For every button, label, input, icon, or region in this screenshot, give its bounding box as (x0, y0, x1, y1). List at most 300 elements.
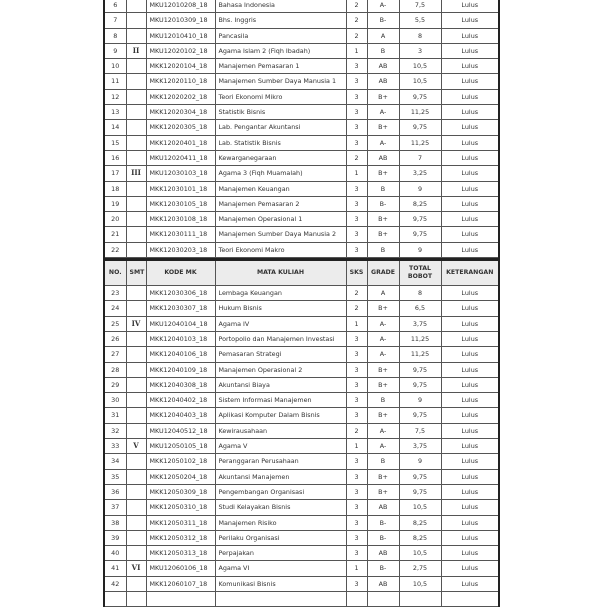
row-grade: A- (367, 347, 399, 362)
row-sks: 2 (346, 150, 367, 165)
row-grade: A (367, 286, 399, 301)
row-sks: 1 (346, 43, 367, 58)
row-keterangan: Lulus (441, 120, 499, 135)
row-semester: IV (126, 316, 146, 331)
row-total-bobot: 9,75 (399, 212, 441, 227)
row-total-bobot: 5,5 (399, 13, 441, 28)
row-total-bobot: 3,75 (399, 316, 441, 331)
row-mata-kuliah: Pemasaran Strategi (215, 347, 346, 362)
row-grade: B- (367, 13, 399, 28)
table-row (104, 377, 499, 392)
header-smt: SMT (126, 260, 146, 286)
row-grade: B- (367, 561, 399, 576)
row-kode-mk: MKU12020411_18 (146, 150, 215, 165)
row-sks: 3 (346, 242, 367, 257)
row-no: 14 (104, 120, 126, 135)
row-grade: B (367, 242, 399, 257)
row-no: 34 (104, 454, 126, 469)
row-sks: 3 (346, 59, 367, 74)
row-keterangan: Lulus (441, 196, 499, 211)
row-total-bobot: 6,5 (399, 301, 441, 316)
transcript-table-bottom (103, 258, 500, 607)
row-no: 41 (104, 561, 126, 576)
row-mata-kuliah: Sistem Informasi Manajemen (215, 393, 346, 408)
row-grade: B- (367, 515, 399, 530)
table-row (104, 454, 499, 469)
row-keterangan: Lulus (441, 135, 499, 150)
row-kode-mk: MKK12030203_18 (146, 242, 215, 257)
row-semester (126, 515, 146, 530)
row-grade: B (367, 393, 399, 408)
row-keterangan: Lulus (441, 59, 499, 74)
row-semester: III (126, 166, 146, 181)
row-semester (126, 500, 146, 515)
transcript-table-top (103, 0, 500, 258)
row-keterangan: Lulus (441, 423, 499, 438)
row-keterangan: Lulus (441, 393, 499, 408)
row-grade: B (367, 43, 399, 58)
row-keterangan: Lulus (441, 13, 499, 28)
transcript-rows-bottom (104, 286, 499, 607)
row-semester (126, 591, 146, 606)
row-semester (126, 454, 146, 469)
transcript-page (103, 0, 498, 607)
row-mata-kuliah: Peranggaran Perusahaan (215, 454, 346, 469)
row-total-bobot: 10,5 (399, 74, 441, 89)
row-total-bobot: 9,75 (399, 408, 441, 423)
row-grade: B+ (367, 120, 399, 135)
row-total-bobot: 2,75 (399, 561, 441, 576)
row-total-bobot: 8,25 (399, 530, 441, 545)
row-no: 35 (104, 469, 126, 484)
row-sks: 3 (346, 135, 367, 150)
row-grade: B+ (367, 469, 399, 484)
row-mata-kuliah: Akuntansi Biaya (215, 377, 346, 392)
table-row (104, 515, 499, 530)
row-sks: 3 (346, 546, 367, 561)
row-total-bobot: 9,75 (399, 377, 441, 392)
row-total-bobot: 9 (399, 181, 441, 196)
row-grade (367, 591, 399, 606)
row-total-bobot: 9 (399, 454, 441, 469)
row-keterangan (441, 591, 499, 606)
row-sks: 3 (346, 196, 367, 211)
row-kode-mk: MKK12030101_18 (146, 181, 215, 196)
row-total-bobot: 9,75 (399, 120, 441, 135)
table-row (104, 150, 499, 165)
row-keterangan: Lulus (441, 408, 499, 423)
row-sks: 2 (346, 286, 367, 301)
row-keterangan: Lulus (441, 227, 499, 242)
table-row (104, 301, 499, 316)
row-grade: AB (367, 576, 399, 591)
row-grade: A- (367, 423, 399, 438)
row-mata-kuliah: Kewirausahaan (215, 423, 346, 438)
table-row (104, 135, 499, 150)
row-mata-kuliah: Manajemen Keuangan (215, 181, 346, 196)
row-keterangan: Lulus (441, 242, 499, 257)
row-total-bobot: 11,25 (399, 331, 441, 346)
row-sks: 3 (346, 454, 367, 469)
row-grade: B- (367, 196, 399, 211)
row-sks: 3 (346, 331, 367, 346)
row-no: 26 (104, 331, 126, 346)
row-sks (346, 591, 367, 606)
row-sks: 2 (346, 301, 367, 316)
row-kode-mk: MKK12040402_18 (146, 393, 215, 408)
row-sks: 3 (346, 362, 367, 377)
row-no: 23 (104, 286, 126, 301)
row-mata-kuliah: Aplikasi Komputer Dalam Bisnis (215, 408, 346, 423)
row-mata-kuliah: Teori Ekonomi Makro (215, 242, 346, 257)
row-semester (126, 13, 146, 28)
row-sks: 3 (346, 469, 367, 484)
table-row (104, 181, 499, 196)
row-kode-mk: MKU12040104_18 (146, 316, 215, 331)
table-row (104, 74, 499, 89)
row-semester (126, 89, 146, 104)
row-grade: A (367, 28, 399, 43)
row-semester (126, 393, 146, 408)
row-keterangan: Lulus (441, 546, 499, 561)
table-row (104, 0, 499, 13)
row-no: 12 (104, 89, 126, 104)
row-keterangan: Lulus (441, 454, 499, 469)
row-keterangan: Lulus (441, 286, 499, 301)
row-mata-kuliah: Statistik Bisnis (215, 105, 346, 120)
row-mata-kuliah: Portopolio dan Manajemen Investasi (215, 331, 346, 346)
row-no: 40 (104, 546, 126, 561)
table-row (104, 576, 499, 591)
transcript-rows-top (104, 0, 499, 258)
row-grade: AB (367, 74, 399, 89)
row-kode-mk: MKK12020202_18 (146, 89, 215, 104)
row-kode-mk: MKK12050309_18 (146, 484, 215, 499)
table-row (104, 316, 499, 331)
table-row (104, 212, 499, 227)
row-kode-mk: MKK12020304_18 (146, 105, 215, 120)
row-kode-mk: MKK12020110_18 (146, 74, 215, 89)
row-grade: AB (367, 150, 399, 165)
row-no: 9 (104, 43, 126, 58)
row-kode-mk: MKK12020104_18 (146, 59, 215, 74)
row-no: 16 (104, 150, 126, 165)
row-no: 7 (104, 13, 126, 28)
row-kode-mk: MKK12030307_18 (146, 301, 215, 316)
row-keterangan: Lulus (441, 316, 499, 331)
row-total-bobot: 7 (399, 150, 441, 165)
row-grade: A- (367, 316, 399, 331)
row-mata-kuliah: Manajemen Sumber Daya Manusia 1 (215, 74, 346, 89)
row-mata-kuliah: Pengembangan Organisasi (215, 484, 346, 499)
row-no: 8 (104, 28, 126, 43)
row-semester (126, 286, 146, 301)
table-row (104, 484, 499, 499)
header-no: NO. (104, 260, 126, 286)
row-mata-kuliah: Studi Kelayakan Bisnis (215, 500, 346, 515)
row-grade: B+ (367, 166, 399, 181)
row-semester (126, 484, 146, 499)
row-grade: A- (367, 0, 399, 13)
table-row (104, 546, 499, 561)
row-semester (126, 377, 146, 392)
row-total-bobot: 9,75 (399, 484, 441, 499)
row-kode-mk: MKK12050102_18 (146, 454, 215, 469)
table-row (104, 331, 499, 346)
row-keterangan: Lulus (441, 561, 499, 576)
table-row (104, 120, 499, 135)
row-no: 17 (104, 166, 126, 181)
row-kode-mk: MKK12030306_18 (146, 286, 215, 301)
row-sks: 3 (346, 484, 367, 499)
row-keterangan: Lulus (441, 74, 499, 89)
row-mata-kuliah: Manajemen Operasional 1 (215, 212, 346, 227)
row-sks: 3 (346, 408, 367, 423)
row-total-bobot: 10,5 (399, 500, 441, 515)
row-sks: 3 (346, 120, 367, 135)
table-row (104, 59, 499, 74)
row-keterangan: Lulus (441, 43, 499, 58)
row-kode-mk: MKK12040109_18 (146, 362, 215, 377)
row-mata-kuliah: Hukum Bisnis (215, 301, 346, 316)
row-semester (126, 196, 146, 211)
row-sks: 3 (346, 515, 367, 530)
row-mata-kuliah: Lab. Statistik Bisnis (215, 135, 346, 150)
row-sks: 3 (346, 576, 367, 591)
row-sks: 1 (346, 166, 367, 181)
row-no: 22 (104, 242, 126, 257)
row-keterangan: Lulus (441, 377, 499, 392)
row-no: 15 (104, 135, 126, 150)
row-keterangan: Lulus (441, 212, 499, 227)
row-no (104, 591, 126, 606)
row-mata-kuliah (215, 591, 346, 606)
row-kode-mk: MKK12050311_18 (146, 515, 215, 530)
row-kode-mk: MKK12040308_18 (146, 377, 215, 392)
row-kode-mk: MKK12050313_18 (146, 546, 215, 561)
row-grade: A- (367, 439, 399, 454)
row-grade: AB (367, 59, 399, 74)
row-no: 28 (104, 362, 126, 377)
row-total-bobot: 3 (399, 43, 441, 58)
row-kode-mk: MKK12050204_18 (146, 469, 215, 484)
row-kode-mk: MKK12020401_18 (146, 135, 215, 150)
row-keterangan: Lulus (441, 181, 499, 196)
row-sks: 2 (346, 13, 367, 28)
table-row (104, 439, 499, 454)
row-no: 27 (104, 347, 126, 362)
table-row (104, 423, 499, 438)
row-keterangan: Lulus (441, 439, 499, 454)
row-no: 20 (104, 212, 126, 227)
row-keterangan: Lulus (441, 362, 499, 377)
header-grade: GRADE (367, 260, 399, 286)
row-kode-mk: MKK12020305_18 (146, 120, 215, 135)
row-mata-kuliah: Pancasila (215, 28, 346, 43)
row-no: 13 (104, 105, 126, 120)
row-grade: B+ (367, 408, 399, 423)
row-semester (126, 105, 146, 120)
row-keterangan: Lulus (441, 0, 499, 13)
row-mata-kuliah: Akuntansi Manajemen (215, 469, 346, 484)
table-row (104, 13, 499, 28)
row-mata-kuliah: Manajemen Pemasaran 2 (215, 196, 346, 211)
row-kode-mk: MKK12060107_18 (146, 576, 215, 591)
row-mata-kuliah: Agama IV (215, 316, 346, 331)
row-mata-kuliah: Manajemen Pemasaran 1 (215, 59, 346, 74)
table-row (104, 89, 499, 104)
row-sks: 3 (346, 393, 367, 408)
row-keterangan: Lulus (441, 28, 499, 43)
row-kode-mk: MKU12010410_18 (146, 28, 215, 43)
row-keterangan: Lulus (441, 301, 499, 316)
row-total-bobot: 9,75 (399, 362, 441, 377)
row-no: 37 (104, 500, 126, 515)
row-kode-mk: MKU12030103_18 (146, 166, 215, 181)
row-semester (126, 150, 146, 165)
row-grade: B+ (367, 484, 399, 499)
table-row (104, 227, 499, 242)
row-semester (126, 74, 146, 89)
row-no: 18 (104, 181, 126, 196)
row-mata-kuliah: Manajemen Sumber Daya Manusia 2 (215, 227, 346, 242)
row-mata-kuliah: Agama 3 (Fiqh Muamalah) (215, 166, 346, 181)
row-semester (126, 0, 146, 13)
row-total-bobot: 11,25 (399, 347, 441, 362)
row-semester: V (126, 439, 146, 454)
row-sks: 3 (346, 89, 367, 104)
row-semester (126, 546, 146, 561)
row-semester (126, 227, 146, 242)
row-total-bobot: 9,75 (399, 227, 441, 242)
header-total-bobot: TOTAL BOBOT (399, 260, 441, 286)
row-semester: VI (126, 561, 146, 576)
row-keterangan: Lulus (441, 105, 499, 120)
row-grade: B (367, 181, 399, 196)
table-row (104, 469, 499, 484)
row-mata-kuliah: Teori Ekonomi Mikro (215, 89, 346, 104)
row-mata-kuliah: Komunikasi Bisnis (215, 576, 346, 591)
row-no: 42 (104, 576, 126, 591)
row-total-bobot: 7,5 (399, 423, 441, 438)
row-keterangan: Lulus (441, 150, 499, 165)
row-sks: 3 (346, 500, 367, 515)
row-total-bobot: 8 (399, 28, 441, 43)
table-row (104, 408, 499, 423)
row-semester (126, 120, 146, 135)
row-semester (126, 362, 146, 377)
row-semester (126, 135, 146, 150)
table-row (104, 28, 499, 43)
row-no: 32 (104, 423, 126, 438)
row-mata-kuliah: Manajemen Risiko (215, 515, 346, 530)
row-grade: B- (367, 530, 399, 545)
row-keterangan: Lulus (441, 89, 499, 104)
row-mata-kuliah: Agama V (215, 439, 346, 454)
row-kode-mk: MKK12050310_18 (146, 500, 215, 515)
row-grade: A- (367, 331, 399, 346)
row-no: 19 (104, 196, 126, 211)
table-row (104, 347, 499, 362)
row-grade: B+ (367, 377, 399, 392)
row-semester (126, 576, 146, 591)
header-sks: SKS (346, 260, 367, 286)
row-semester (126, 331, 146, 346)
row-total-bobot: 9 (399, 393, 441, 408)
row-mata-kuliah: Perilaku Organisasi (215, 530, 346, 545)
row-kode-mk: MKU12040512_18 (146, 423, 215, 438)
row-kode-mk (146, 591, 215, 606)
table-row (104, 286, 499, 301)
row-kode-mk: MKK12050312_18 (146, 530, 215, 545)
row-no: 36 (104, 484, 126, 499)
row-no: 24 (104, 301, 126, 316)
row-sks: 3 (346, 74, 367, 89)
row-kode-mk: MKK12040403_18 (146, 408, 215, 423)
row-no: 31 (104, 408, 126, 423)
row-total-bobot: 10,5 (399, 546, 441, 561)
row-kode-mk: MKK12040103_18 (146, 331, 215, 346)
table-row (104, 500, 499, 515)
row-mata-kuliah: Bahasa Indonesia (215, 0, 346, 13)
row-total-bobot: 9,75 (399, 469, 441, 484)
table-header-row (104, 260, 499, 286)
row-no: 39 (104, 530, 126, 545)
row-no: 33 (104, 439, 126, 454)
row-semester (126, 181, 146, 196)
row-sks: 2 (346, 0, 367, 13)
row-no: 11 (104, 74, 126, 89)
row-no: 6 (104, 0, 126, 13)
header-mata-kuliah: MATA KULIAH (215, 260, 346, 286)
row-total-bobot: 8 (399, 286, 441, 301)
table-row (104, 166, 499, 181)
row-grade: AB (367, 500, 399, 515)
row-kode-mk: MKU12020102_18 (146, 43, 215, 58)
row-keterangan: Lulus (441, 515, 499, 530)
row-semester (126, 530, 146, 545)
row-mata-kuliah: Bhs. Inggris (215, 13, 346, 28)
row-keterangan: Lulus (441, 530, 499, 545)
row-kode-mk: MKU12050105_18 (146, 439, 215, 454)
row-mata-kuliah: Lab. Pengantar Akuntansi (215, 120, 346, 135)
table-row (104, 105, 499, 120)
header-kode-mk: KODE MK (146, 260, 215, 286)
row-total-bobot: 11,25 (399, 105, 441, 120)
row-keterangan: Lulus (441, 500, 499, 515)
row-keterangan: Lulus (441, 347, 499, 362)
row-keterangan: Lulus (441, 331, 499, 346)
row-kode-mk: MKU12010208_18 (146, 0, 215, 13)
row-grade: B+ (367, 362, 399, 377)
row-grade: B+ (367, 89, 399, 104)
row-no: 29 (104, 377, 126, 392)
row-sks: 3 (346, 377, 367, 392)
table-row (104, 362, 499, 377)
row-total-bobot (399, 591, 441, 606)
table-row (104, 43, 499, 58)
row-total-bobot: 7,5 (399, 0, 441, 13)
table-row (104, 242, 499, 257)
row-no: 25 (104, 316, 126, 331)
row-no: 21 (104, 227, 126, 242)
row-sks: 2 (346, 28, 367, 43)
row-grade: B+ (367, 212, 399, 227)
row-total-bobot: 3,75 (399, 439, 441, 454)
row-sks: 3 (346, 212, 367, 227)
row-sks: 3 (346, 181, 367, 196)
row-semester (126, 408, 146, 423)
